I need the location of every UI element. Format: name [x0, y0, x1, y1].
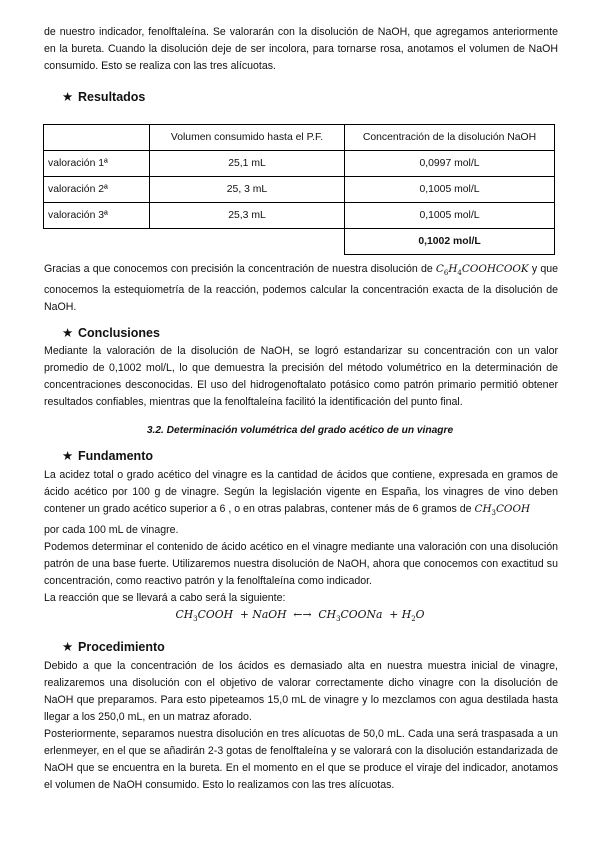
- table-cell: 25,1 mL: [150, 151, 345, 177]
- resultados-heading: [62, 89, 145, 104]
- acetic-acid-formula: [475, 503, 531, 515]
- equation-part: COOH: [197, 608, 234, 621]
- fundamento-text-before: La acidez total o grado acético del vinagre es la cantidad de ácidos que contiene, expresada en gramos de ácido acético por 100 g de vinagre. Según la legislación vigente en España, los vinagres de vino deben contener un grado acético superior a 6 , o en otras palabras, contener más de 6 gramos de: [44, 469, 558, 515]
- resultados-heading-text: Resultados: [78, 90, 146, 104]
- procedimiento-heading-text: Procedimiento: [78, 640, 165, 654]
- procedimiento-heading: [62, 639, 165, 654]
- reaction-equation: [0, 608, 600, 623]
- table-blank-cell: [44, 229, 150, 255]
- fundamento-paragraph-2: Podemos determinar el contenido de ácido acético en el vinagre mediante una valoración con una disolución patrón de una base fuerte. Utilizaremos nuestra disolución de NaOH, ahora que conocemos con exactitud su concentración, como reactivo patrón y la fenolftaleína como indicador.: [44, 541, 558, 587]
- table-row: [44, 177, 555, 203]
- formula-subscript: 6: [443, 269, 449, 277]
- intro-paragraph: de nuestro indicador, fenolftaleína. Se valorarán con la disolución de NaOH, que agregamos anteriormente en la bureta. Cuando la disolución deje de ser incolora, para tornarse rosa, anotamos el volumen de NaOH consumido. Esto se realiza con las tres alícuotas.: [44, 26, 558, 72]
- equation-subscript: 3: [336, 615, 341, 623]
- khp-formula: [436, 263, 529, 275]
- formula-part: COOHCOOK: [461, 263, 529, 275]
- table-row: [44, 151, 555, 177]
- fundamento-paragraph-1: [44, 467, 558, 539]
- equation-part: H: [401, 608, 412, 621]
- section-title: 3.2. Determinación volumétrica del grado acético de un vinagre: [146, 425, 454, 436]
- fundamento-heading-text: Fundamento: [78, 449, 153, 463]
- equation-part: CH: [318, 608, 337, 621]
- average-concentration-cell: 0,1002 mol/L: [345, 229, 555, 255]
- star-bullet-icon: ★: [62, 326, 74, 340]
- table-header-cell: [44, 125, 150, 151]
- table-cell: 25, 3 mL: [150, 177, 345, 203]
- table-cell: valoración 3ª: [44, 203, 150, 229]
- conclusiones-heading: [62, 325, 160, 340]
- equation-part: COONa: [340, 608, 383, 621]
- table-blank-cell: [150, 229, 345, 255]
- fundamento-heading: [62, 448, 153, 463]
- equation-part: NaOH: [252, 608, 287, 621]
- equilibrium-arrow-icon: ←→: [293, 608, 312, 621]
- equation-part: O: [415, 608, 425, 621]
- formula-subscript: 4: [457, 269, 462, 277]
- fundamento-paragraph-3: La reacción que se llevará a cabo será la siguiente:: [44, 592, 286, 604]
- table-cell: valoración 2ª: [44, 177, 150, 203]
- table-row: [44, 203, 555, 229]
- table-cell: 25,3 mL: [150, 203, 345, 229]
- equation-subscript: 3: [193, 615, 198, 623]
- equation-operator: +: [239, 608, 249, 621]
- formula-part: CH: [474, 503, 492, 515]
- star-bullet-icon: ★: [62, 449, 74, 463]
- table-average-row: [44, 229, 555, 255]
- table-header-cell: Concentración de la disolución NaOH: [345, 125, 555, 151]
- formula-part: H: [448, 263, 458, 275]
- table-header-row: [44, 125, 555, 151]
- resultados-text-before: Gracias a que conocemos con precisión la concentración de nuestra disolución de: [44, 263, 433, 275]
- table-header-cell: Volumen consumido hasta el P.F.: [150, 125, 345, 151]
- table-cell: 0,1005 mol/L: [345, 203, 555, 229]
- procedimiento-paragraph-2: Posteriormente, separamos nuestra disolución en tres alícuotas de 50,0 mL. Cada una será traspasada a un erlenmeyer, en el que se añadirán 2-3 gotas de fenolftaleína y se valorará con la disolución estandarizada de NaOH que se encuentra en la bureta. En el momento en el que se produce el viraje del indicador, anotamos el volumen de NaOH consumido. Esto lo realizamos con las tres alícuotas.: [44, 728, 558, 791]
- equation-part: CH: [175, 608, 194, 621]
- resultados-text-after: y que conocemos la estequiometría de la reacción, podemos calcular la concentración exacta de la disolución de NaOH.: [44, 263, 558, 313]
- conclusiones-paragraph: Mediante la valoración de la disolución de NaOH, se logró estandarizar su concentración con un valor promedio de 0,1002 mol/L, lo que demuestra la precisión del método volumétrico en la determinación de concentraciones desconocidas. El uso del hidrogenoftalato potásico como patrón primario permitió obtener resultados confiables, mientras que la fenolftaleína facilitó la identificación del punto final.: [44, 345, 558, 408]
- resultados-paragraph: [44, 261, 558, 316]
- formula-subscript: 3: [491, 509, 496, 517]
- star-bullet-icon: ★: [62, 90, 74, 104]
- star-bullet-icon: ★: [62, 640, 74, 654]
- formula-part: COOH: [495, 503, 531, 515]
- fundamento-text-after: por cada 100 mL de vinagre.: [44, 524, 179, 536]
- table-cell: valoración 1ª: [44, 151, 150, 177]
- procedimiento-paragraph-1: Debido a que la concentración de los ácidos es demasiado alta en nuestra muestra inicial de vinagre, realizaremos una disolución con el objetivo de valorar correctamente dicho vinagre con la disolución de NaOH que preparamos. Para esto pipeteamos 15,0 mL de vinagre y lo mezclamos con agua destilada hasta llegar a los 250,0 mL, en un matraz aforado.: [44, 660, 558, 723]
- equation-subscript: 2: [411, 615, 416, 623]
- table-cell: 0,1005 mol/L: [345, 177, 555, 203]
- conclusiones-heading-text: Conclusiones: [78, 326, 160, 340]
- table-cell: 0,0997 mol/L: [345, 151, 555, 177]
- results-table: [43, 124, 555, 255]
- formula-part: C: [435, 263, 444, 275]
- equation-operator: +: [389, 608, 399, 621]
